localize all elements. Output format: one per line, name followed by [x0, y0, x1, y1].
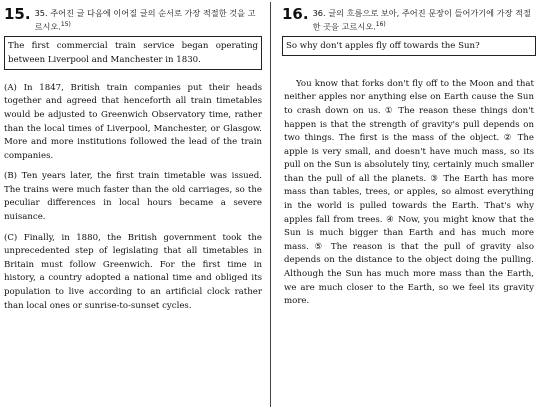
question-16-stem-text: 36. 글의 흐름으로 보아, 주어진 문장이 들어가기에 가장 적절한 곳을 고르시오.	[312, 8, 531, 32]
question-16-header	[282, 6, 536, 33]
column-divider	[270, 2, 271, 407]
question-16-number: 16.	[282, 5, 309, 23]
question-15-number: 15.	[4, 5, 31, 23]
question-15-footnote-ref: 15)	[60, 21, 71, 28]
question-15-stem-text: 35. 주어진 글 다음에 이어질 글의 순서로 가장 적절한 것을 고르시오.	[34, 8, 256, 32]
question-15	[4, 0, 262, 313]
question-15-stem	[35, 6, 262, 33]
paragraph-c: (C) Finally, in 1880, the British government took the unprecedented step of legislating that all timetables in Britain must follow Greenwich. For the first time in history, a country adopted a national time and obliged its population to live according to an artificial clock rather than local ones or sunrise-to-sunset cycles.	[4, 232, 262, 311]
question-16-footnote-ref: 16)	[375, 21, 386, 28]
paragraph-a: (A) In 1847, British train companies put their heads together and agreed that henceforth all train timetables would be adjusted to Greenwich Observatory time, rather than the local times of Liverpool, Manchester, or Glasgow. More and more institutions followed the lead of the train companies.	[4, 82, 262, 161]
question-15-given-text: The first commercial train service began operating between Liverpool and Manchester in 1830.	[4, 36, 262, 70]
question-16-given-sentence: So why don't apples fly off towards the Sun?	[282, 36, 536, 56]
question-16-stem	[313, 6, 536, 33]
question-16-passage: You know that forks don't fly off to the Moon and that neither apples nor anything else on Earth cause the Sun to crash down on us. ① The reason these things don't happen is that the strength of gravity's pull depends on two things. The first is the mass of the object. ② The apple is very small, and doesn't have much mass, so its pull on the Sun is absolutely tiny, certainly much smaller than the pull of all the planets. ③ The Earth has more mass than tables, trees, or apples, so almost everything in the world is pulled towards the Earth. That's why apples fall from trees. ④ Now, you might know that the Sun is much bigger than Earth and has much more mass. ⑤ The reason is that the pull of gravity also depends on the distance to the object doing the pulling. Although the Sun has much more mass than the Earth, we are much closer to the Earth, so we feel its gravity more.	[284, 78, 534, 307]
paragraph-b: (B) Ten years later, the first train timetable was issued. The trains were much faster than the old carriages, so the peculiar differences in local hours became a severe nuisance.	[4, 171, 262, 223]
question-15-header	[4, 6, 262, 33]
question-16	[282, 0, 536, 309]
